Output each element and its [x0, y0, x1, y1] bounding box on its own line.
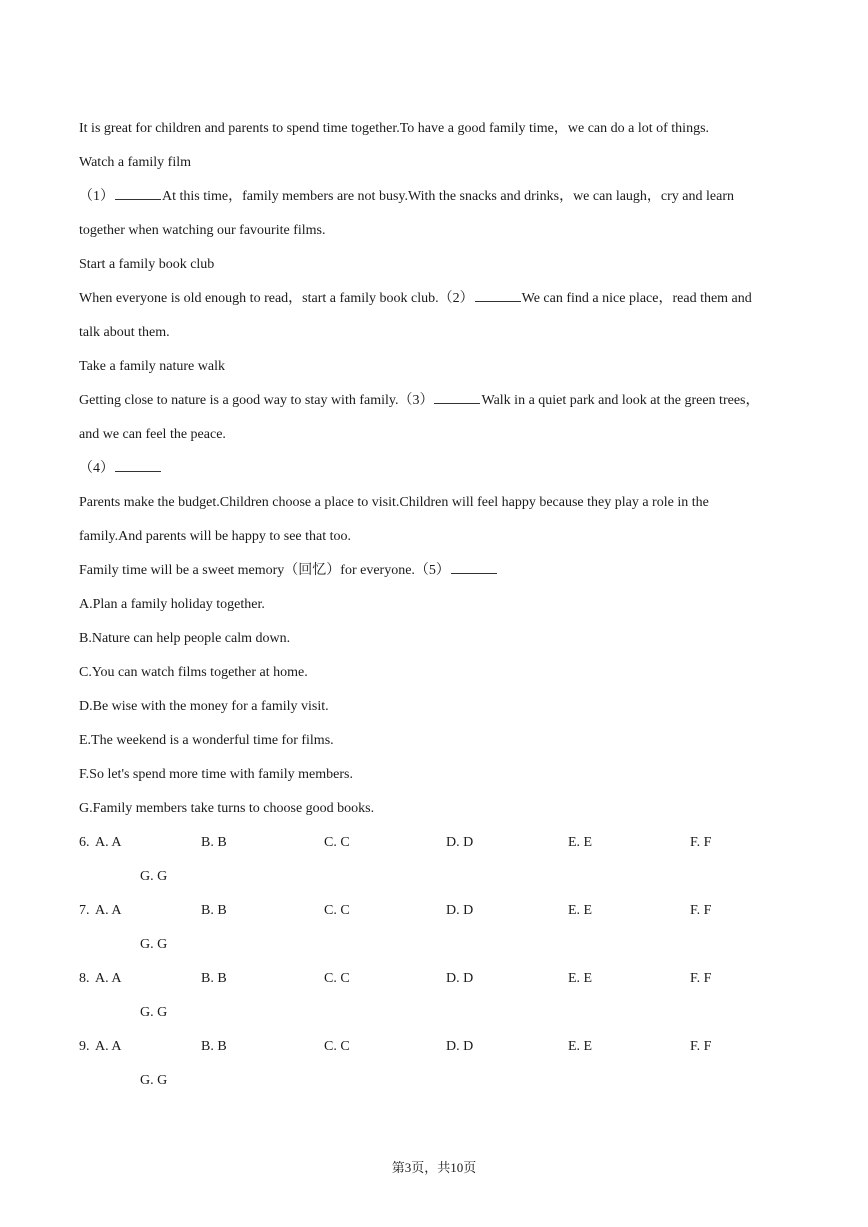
choice-c: C.You can watch films together at home.: [79, 665, 308, 680]
question-8-option-f[interactable]: F. F: [690, 971, 712, 986]
choice-d: D.Be wise with the money for a family visit.: [79, 699, 329, 714]
question-8-option-g[interactable]: G. G: [140, 1005, 168, 1020]
question-9-options-row-1: [79, 1030, 794, 1064]
question-9-option-b[interactable]: B. B: [201, 1039, 227, 1054]
blank-2: [475, 289, 521, 302]
document-page: [79, 112, 794, 1098]
question-7-option-e[interactable]: E. E: [568, 903, 593, 918]
question-7-option-a[interactable]: A. A: [95, 903, 122, 918]
question-6-option-g[interactable]: G. G: [140, 869, 168, 884]
question-6-number: 6.: [79, 835, 90, 850]
heading-blank-4: [79, 452, 794, 486]
question-7-number: 7.: [79, 903, 90, 918]
question-6-option-e[interactable]: E. E: [568, 835, 593, 850]
blank-3-number: （3）: [398, 393, 434, 408]
question-7-option-d[interactable]: D. D: [446, 903, 474, 918]
question-6-options-row-1: [79, 826, 794, 860]
question-7-options-row-2: [79, 928, 794, 962]
question-6-option-b[interactable]: B. B: [201, 835, 227, 850]
blank-5-number: （5）: [414, 563, 450, 578]
choice-a: A.Plan a family holiday together.: [79, 597, 265, 612]
heading-nature-walk: Take a family nature walk: [79, 359, 225, 374]
paragraph-2-line-2: talk about them.: [79, 325, 170, 340]
question-9-options-row-2: [79, 1064, 794, 1098]
question-8-option-d[interactable]: D. D: [446, 971, 474, 986]
paragraph-1-line-1: （1） At this time，family members are not busy.With the snacks and drinks，we can laugh，cry and learn: [79, 189, 734, 204]
blank-1-number: （1）: [79, 189, 114, 204]
question-9-option-g[interactable]: G. G: [140, 1073, 168, 1088]
question-8-number: 8.: [79, 971, 90, 986]
paragraph-5: Family time will be a sweet memory（回忆）for everyone.（5）: [79, 554, 794, 588]
question-9-option-a[interactable]: A. A: [95, 1039, 122, 1054]
heading-book-club: Start a family book club: [79, 257, 215, 272]
question-9-option-e[interactable]: E. E: [568, 1039, 593, 1054]
paragraph-3-line-2: and we can feel the peace.: [79, 427, 226, 442]
question-8-option-a[interactable]: A. A: [95, 971, 122, 986]
page-footer: 第3页，共10页: [391, 1160, 477, 1175]
blank-1: [115, 187, 161, 200]
question-9-option-f[interactable]: F. F: [690, 1039, 712, 1054]
question-7-option-f[interactable]: F. F: [690, 903, 712, 918]
question-8-option-e[interactable]: E. E: [568, 971, 593, 986]
question-6-option-a[interactable]: A. A: [95, 835, 122, 850]
question-7-option-c[interactable]: C. C: [324, 903, 350, 918]
question-9-number: 9.: [79, 1039, 90, 1054]
choice-f: F.So let's spend more time with family members.: [79, 767, 353, 782]
paragraph-1-line-2: together when watching our favourite films.: [79, 223, 326, 238]
paragraph-3-line-1: Getting close to nature is a good way to stay with family.（3） Walk in a quiet park and look at the green trees，: [79, 393, 760, 408]
question-7-options-row-1: [79, 894, 794, 928]
question-9-option-d[interactable]: D. D: [446, 1039, 474, 1054]
blank-3: [434, 391, 480, 404]
paragraph-4-line-1: Parents make the budget.Children choose a place to visit.Children will feel happy because they play a role in the: [79, 495, 709, 510]
question-6-option-c[interactable]: C. C: [324, 835, 350, 850]
choice-e: E.The weekend is a wonderful time for films.: [79, 733, 334, 748]
question-9-option-c[interactable]: C. C: [324, 1039, 350, 1054]
blank-4: [115, 459, 161, 472]
blank-5: [451, 561, 497, 574]
question-7-option-b[interactable]: B. B: [201, 903, 227, 918]
paragraph-4-line-2: family.And parents will be happy to see that too.: [79, 529, 352, 544]
intro-text: It is great for children and parents to spend time together.To have a good family time，we can do a lot of things.: [79, 121, 710, 136]
question-8-options-row-1: [79, 962, 794, 996]
question-8-options-row-2: [79, 996, 794, 1030]
question-6-option-f[interactable]: F. F: [690, 835, 712, 850]
choice-b: B.Nature can help people calm down.: [79, 631, 291, 646]
heading-family-film: Watch a family film: [79, 155, 191, 170]
question-6-option-d[interactable]: D. D: [446, 835, 474, 850]
blank-4-number: （4）: [79, 461, 114, 476]
question-8-option-c[interactable]: C. C: [324, 971, 350, 986]
question-8-option-b[interactable]: B. B: [201, 971, 227, 986]
question-6-options-row-2: [79, 860, 794, 894]
blank-2-number: （2）: [438, 291, 474, 306]
question-7-option-g[interactable]: G. G: [140, 937, 168, 952]
choice-g: G.Family members take turns to choose good books.: [79, 801, 375, 816]
paragraph-2-line-1: When everyone is old enough to read，start a family book club.（2） We can find a nice place，read them and: [79, 291, 752, 306]
